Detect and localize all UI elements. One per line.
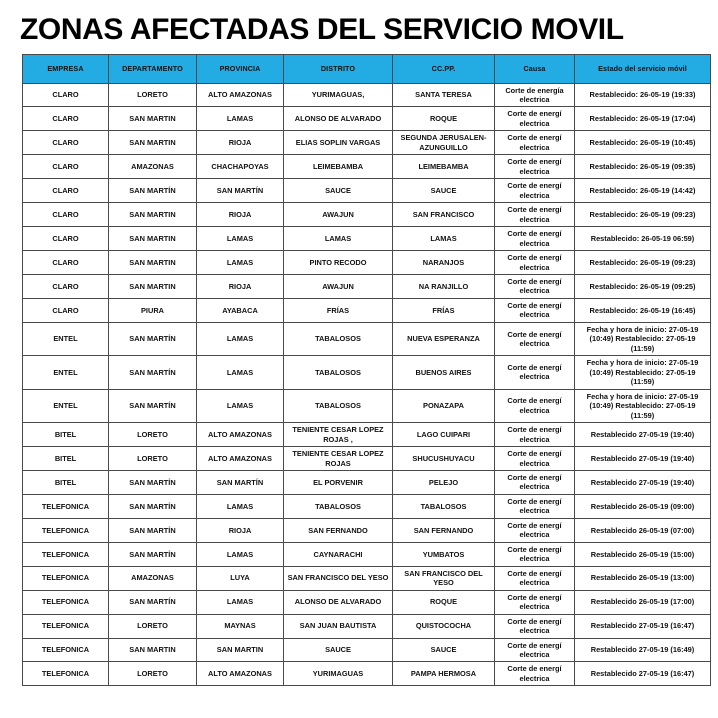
cell-ccpp: BUENOS AIRES bbox=[393, 356, 495, 389]
table-row bbox=[23, 275, 711, 299]
column-header-causa[interactable]: Causa bbox=[495, 54, 575, 83]
cell-depto: SAN MARTÍN bbox=[109, 542, 197, 566]
cell-empresa: CLARO bbox=[23, 203, 109, 227]
cell-depto: SAN MARTIN bbox=[109, 131, 197, 155]
cell-causa: Corte de energía electrica bbox=[495, 83, 575, 107]
cell-estado: Restablecido: 26-05-19 (09:25) bbox=[575, 275, 711, 299]
cell-empresa: TELEFONICA bbox=[23, 542, 109, 566]
cell-distrito: AWAJUN bbox=[284, 203, 393, 227]
cell-ccpp: YUMBATOS bbox=[393, 542, 495, 566]
cell-causa: Corte de energí electrica bbox=[495, 131, 575, 155]
cell-distrito: FRÍAS bbox=[284, 298, 393, 322]
cell-prov: LAMAS bbox=[197, 227, 284, 251]
table-row bbox=[23, 83, 711, 107]
cell-depto: SAN MARTIN bbox=[109, 275, 197, 299]
table-row bbox=[23, 518, 711, 542]
cell-causa: Corte de energí electrica bbox=[495, 614, 575, 638]
cell-ccpp: SAN FERNANDO bbox=[393, 518, 495, 542]
cell-causa: Corte de energí electrica bbox=[495, 203, 575, 227]
table-row bbox=[23, 131, 711, 155]
cell-prov: LAMAS bbox=[197, 590, 284, 614]
cell-prov: LAMAS bbox=[197, 107, 284, 131]
cell-empresa: TELEFONICA bbox=[23, 614, 109, 638]
cell-causa: Corte de energí electrica bbox=[495, 356, 575, 389]
column-header-depto[interactable]: DEPARTAMENTO bbox=[109, 54, 197, 83]
cell-ccpp: FRÍAS bbox=[393, 298, 495, 322]
cell-depto: SAN MARTÍN bbox=[109, 518, 197, 542]
cell-empresa: ENTEL bbox=[23, 322, 109, 355]
cell-ccpp: SHUCUSHUYACU bbox=[393, 447, 495, 471]
cell-causa: Corte de energí electrica bbox=[495, 251, 575, 275]
table-row bbox=[23, 447, 711, 471]
cell-empresa: TELEFONICA bbox=[23, 566, 109, 590]
table-row bbox=[23, 638, 711, 662]
cell-ccpp: SANTA TERESA bbox=[393, 83, 495, 107]
cell-ccpp: NA RANJILLO bbox=[393, 275, 495, 299]
table-row bbox=[23, 227, 711, 251]
cell-distrito: SAUCE bbox=[284, 179, 393, 203]
cell-depto: AMAZONAS bbox=[109, 566, 197, 590]
cell-estado: Restablecido: 26-05-19 (10:45) bbox=[575, 131, 711, 155]
cell-depto: SAN MARTÍN bbox=[109, 179, 197, 203]
cell-estado: Restablecido: 26-05-19 (16:45) bbox=[575, 298, 711, 322]
cell-prov: RIOJA bbox=[197, 131, 284, 155]
cell-ccpp: QUISTOCOCHA bbox=[393, 614, 495, 638]
cell-empresa: CLARO bbox=[23, 107, 109, 131]
cell-distrito: TABALOSOS bbox=[284, 322, 393, 355]
cell-ccpp: NARANJOS bbox=[393, 251, 495, 275]
cell-empresa: ENTEL bbox=[23, 356, 109, 389]
cell-distrito: SAN JUAN BAUTISTA bbox=[284, 614, 393, 638]
cell-causa: Corte de energí electrica bbox=[495, 470, 575, 494]
column-header-estado[interactable]: Estado del servicio móvil bbox=[575, 54, 711, 83]
cell-ccpp: TABALOSOS bbox=[393, 494, 495, 518]
cell-prov: CHACHAPOYAS bbox=[197, 155, 284, 179]
cell-depto: SAN MARTÍN bbox=[109, 590, 197, 614]
table-row bbox=[23, 389, 711, 422]
cell-causa: Corte de energí electrica bbox=[495, 322, 575, 355]
cell-empresa: CLARO bbox=[23, 275, 109, 299]
table-row bbox=[23, 179, 711, 203]
cell-distrito: SAUCE bbox=[284, 638, 393, 662]
cell-estado: Restablecido: 26-05-19 (09:35) bbox=[575, 155, 711, 179]
cell-estado: Restablecido 27-05-19 (16:49) bbox=[575, 638, 711, 662]
table-row bbox=[23, 155, 711, 179]
cell-causa: Corte de energí electrica bbox=[495, 447, 575, 471]
cell-depto: LORETO bbox=[109, 423, 197, 447]
cell-estado: Restablecido 27-05-19 (16:47) bbox=[575, 662, 711, 686]
cell-causa: Corte de energí electrica bbox=[495, 638, 575, 662]
cell-causa: Corte de energí electrica bbox=[495, 566, 575, 590]
cell-distrito: AWAJUN bbox=[284, 275, 393, 299]
cell-estado: Restablecido: 26-05-19 (17:04) bbox=[575, 107, 711, 131]
cell-distrito: YURIMAGUAS, bbox=[284, 83, 393, 107]
cell-causa: Corte de energí electrica bbox=[495, 298, 575, 322]
cell-prov: SAN MARTIN bbox=[197, 638, 284, 662]
table-row bbox=[23, 356, 711, 389]
table-row bbox=[23, 203, 711, 227]
cell-ccpp: SAUCE bbox=[393, 638, 495, 662]
cell-prov: LAMAS bbox=[197, 494, 284, 518]
cell-depto: LORETO bbox=[109, 83, 197, 107]
cell-estado: Restablecido: 26-05-19 (19:33) bbox=[575, 83, 711, 107]
table-row bbox=[23, 590, 711, 614]
cell-distrito: TENIENTE CESAR LOPEZ ROJAS bbox=[284, 447, 393, 471]
table-header bbox=[23, 54, 711, 83]
table-row bbox=[23, 494, 711, 518]
cell-empresa: CLARO bbox=[23, 131, 109, 155]
cell-prov: LUYA bbox=[197, 566, 284, 590]
table-row bbox=[23, 542, 711, 566]
cell-prov: SAN MARTÍN bbox=[197, 470, 284, 494]
column-header-prov[interactable]: PROVINCIA bbox=[197, 54, 284, 83]
cell-ccpp: ROQUE bbox=[393, 590, 495, 614]
cell-prov: LAMAS bbox=[197, 322, 284, 355]
cell-ccpp: PAMPA HERMOSA bbox=[393, 662, 495, 686]
column-header-ccpp[interactable]: CC.PP. bbox=[393, 54, 495, 83]
cell-estado: Fecha y hora de inicio: 27-05-19 (10:49) Restablecido: 27-05-19 (11:59) bbox=[575, 322, 711, 355]
cell-causa: Corte de energí electrica bbox=[495, 590, 575, 614]
cell-prov: SAN MARTÍN bbox=[197, 179, 284, 203]
cell-ccpp: SAUCE bbox=[393, 179, 495, 203]
cell-estado: Fecha y hora de inicio: 27-05-19 (10:49) Restablecido: 27-05-19 (11:59) bbox=[575, 389, 711, 422]
cell-causa: Corte de energí electrica bbox=[495, 423, 575, 447]
cell-causa: Corte de energí electrica bbox=[495, 494, 575, 518]
cell-ccpp: LAMAS bbox=[393, 227, 495, 251]
cell-distrito: YURIMAGUAS bbox=[284, 662, 393, 686]
cell-distrito: TABALOSOS bbox=[284, 356, 393, 389]
cell-prov: ALTO AMAZONAS bbox=[197, 662, 284, 686]
cell-estado: Restablecido 27-05-19 (16:47) bbox=[575, 614, 711, 638]
cell-distrito: EL PORVENIR bbox=[284, 470, 393, 494]
cell-estado: Restablecido 26-05-19 (17:00) bbox=[575, 590, 711, 614]
cell-depto: SAN MARTIN bbox=[109, 227, 197, 251]
cell-causa: Corte de energí electrica bbox=[495, 275, 575, 299]
cell-prov: MAYNAS bbox=[197, 614, 284, 638]
cell-prov: LAMAS bbox=[197, 251, 284, 275]
table-header-row bbox=[23, 54, 711, 83]
cell-depto: SAN MARTIN bbox=[109, 638, 197, 662]
cell-distrito: TABALOSOS bbox=[284, 494, 393, 518]
cell-depto: SAN MARTIN bbox=[109, 251, 197, 275]
cell-ccpp: SEGUNDA JERUSALEN-AZUNGUILLO bbox=[393, 131, 495, 155]
cell-causa: Corte de energí electrica bbox=[495, 389, 575, 422]
cell-distrito: PINTO RECODO bbox=[284, 251, 393, 275]
table-row bbox=[23, 614, 711, 638]
cell-causa: Corte de energí electrica bbox=[495, 155, 575, 179]
cell-depto: SAN MARTÍN bbox=[109, 494, 197, 518]
cell-estado: Restablecido 27-05-19 (19:40) bbox=[575, 423, 711, 447]
cell-distrito: ELIAS SOPLIN VARGAS bbox=[284, 131, 393, 155]
cell-depto: SAN MARTIN bbox=[109, 203, 197, 227]
cell-depto: SAN MARTÍN bbox=[109, 356, 197, 389]
cell-prov: ALTO AMAZONAS bbox=[197, 83, 284, 107]
cell-prov: LAMAS bbox=[197, 356, 284, 389]
table-row bbox=[23, 470, 711, 494]
cell-ccpp: LAGO CUIPARI bbox=[393, 423, 495, 447]
cell-distrito: CAYNARACHI bbox=[284, 542, 393, 566]
cell-empresa: CLARO bbox=[23, 298, 109, 322]
cell-empresa: ENTEL bbox=[23, 389, 109, 422]
cell-estado: Restablecido 27-05-19 (19:40) bbox=[575, 470, 711, 494]
cell-depto: AMAZONAS bbox=[109, 155, 197, 179]
cell-distrito: ALONSO DE ALVARADO bbox=[284, 107, 393, 131]
table-row bbox=[23, 107, 711, 131]
cell-prov: LAMAS bbox=[197, 389, 284, 422]
cell-causa: Corte de energí electrica bbox=[495, 542, 575, 566]
column-header-distrito[interactable]: DISTRITO bbox=[284, 54, 393, 83]
cell-empresa: BITEL bbox=[23, 470, 109, 494]
cell-prov: AYABACA bbox=[197, 298, 284, 322]
cell-empresa: TELEFONICA bbox=[23, 662, 109, 686]
cell-empresa: CLARO bbox=[23, 179, 109, 203]
cell-prov: ALTO AMAZONAS bbox=[197, 423, 284, 447]
cell-prov: RIOJA bbox=[197, 203, 284, 227]
cell-empresa: CLARO bbox=[23, 155, 109, 179]
cell-depto: LORETO bbox=[109, 447, 197, 471]
cell-causa: Corte de energí electrica bbox=[495, 662, 575, 686]
cell-empresa: BITEL bbox=[23, 447, 109, 471]
cell-depto: SAN MARTIN bbox=[109, 107, 197, 131]
cell-estado: Restablecido 27-05-19 (19:40) bbox=[575, 447, 711, 471]
cell-empresa: CLARO bbox=[23, 227, 109, 251]
cell-empresa: TELEFONICA bbox=[23, 518, 109, 542]
cell-ccpp: PONAZAPA bbox=[393, 389, 495, 422]
cell-distrito: SAN FERNANDO bbox=[284, 518, 393, 542]
cell-prov: RIOJA bbox=[197, 275, 284, 299]
cell-prov: ALTO AMAZONAS bbox=[197, 447, 284, 471]
table-row bbox=[23, 251, 711, 275]
cell-causa: Corte de energí electrica bbox=[495, 179, 575, 203]
table-row bbox=[23, 298, 711, 322]
table-row bbox=[23, 322, 711, 355]
cell-depto: PIURA bbox=[109, 298, 197, 322]
table-row bbox=[23, 662, 711, 686]
cell-ccpp: ROQUE bbox=[393, 107, 495, 131]
cell-causa: Corte de energí electrica bbox=[495, 107, 575, 131]
affected-zones-table bbox=[22, 54, 711, 687]
cell-depto: SAN MARTÍN bbox=[109, 389, 197, 422]
cell-prov: RIOJA bbox=[197, 518, 284, 542]
cell-estado: Restablecido 26-05-19 (07:00) bbox=[575, 518, 711, 542]
cell-prov: LAMAS bbox=[197, 542, 284, 566]
cell-empresa: TELEFONICA bbox=[23, 638, 109, 662]
cell-empresa: BITEL bbox=[23, 423, 109, 447]
cell-empresa: TELEFONICA bbox=[23, 494, 109, 518]
cell-estado: Fecha y hora de inicio: 27-05-19 (10:49) Restablecido: 27-05-19 (11:59) bbox=[575, 356, 711, 389]
cell-ccpp: SAN FRANCISCO DEL YESO bbox=[393, 566, 495, 590]
cell-causa: Corte de energí electrica bbox=[495, 518, 575, 542]
cell-depto: SAN MARTÍN bbox=[109, 470, 197, 494]
cell-ccpp: SAN FRANCISCO bbox=[393, 203, 495, 227]
cell-estado: Restablecido 26-05-19 (15:00) bbox=[575, 542, 711, 566]
cell-distrito: TABALOSOS bbox=[284, 389, 393, 422]
cell-depto: LORETO bbox=[109, 614, 197, 638]
cell-ccpp: NUEVA ESPERANZA bbox=[393, 322, 495, 355]
cell-distrito: ALONSO DE ALVARADO bbox=[284, 590, 393, 614]
cell-empresa: CLARO bbox=[23, 251, 109, 275]
cell-ccpp: PELEJO bbox=[393, 470, 495, 494]
table-container bbox=[0, 54, 718, 687]
table-row bbox=[23, 423, 711, 447]
cell-causa: Corte de energí electrica bbox=[495, 227, 575, 251]
cell-estado: Restablecido: 26-05-19 06:59) bbox=[575, 227, 711, 251]
cell-depto: SAN MARTÍN bbox=[109, 322, 197, 355]
cell-distrito: SAN FRANCISCO DEL YESO bbox=[284, 566, 393, 590]
cell-estado: Restablecido 26-05-19 (09:00) bbox=[575, 494, 711, 518]
cell-estado: Restablecido 26-05-19 (13:00) bbox=[575, 566, 711, 590]
cell-estado: Restablecido: 26-05-19 (09:23) bbox=[575, 251, 711, 275]
cell-empresa: CLARO bbox=[23, 83, 109, 107]
column-header-empresa[interactable]: EMPRESA bbox=[23, 54, 109, 83]
cell-depto: LORETO bbox=[109, 662, 197, 686]
cell-estado: Restablecido: 26-05-19 (09:23) bbox=[575, 203, 711, 227]
cell-distrito: TENIENTE CESAR LOPEZ ROJAS , bbox=[284, 423, 393, 447]
table-row bbox=[23, 566, 711, 590]
cell-distrito: LAMAS bbox=[284, 227, 393, 251]
cell-ccpp: LEIMEBAMBA bbox=[393, 155, 495, 179]
page-title: ZONAS AFECTADAS DEL SERVICIO MOVIL bbox=[20, 13, 624, 46]
cell-estado: Restablecido: 26-05-19 (14:42) bbox=[575, 179, 711, 203]
table-body bbox=[23, 83, 711, 686]
cell-distrito: LEIMEBAMBA bbox=[284, 155, 393, 179]
cell-empresa: TELEFONICA bbox=[23, 590, 109, 614]
